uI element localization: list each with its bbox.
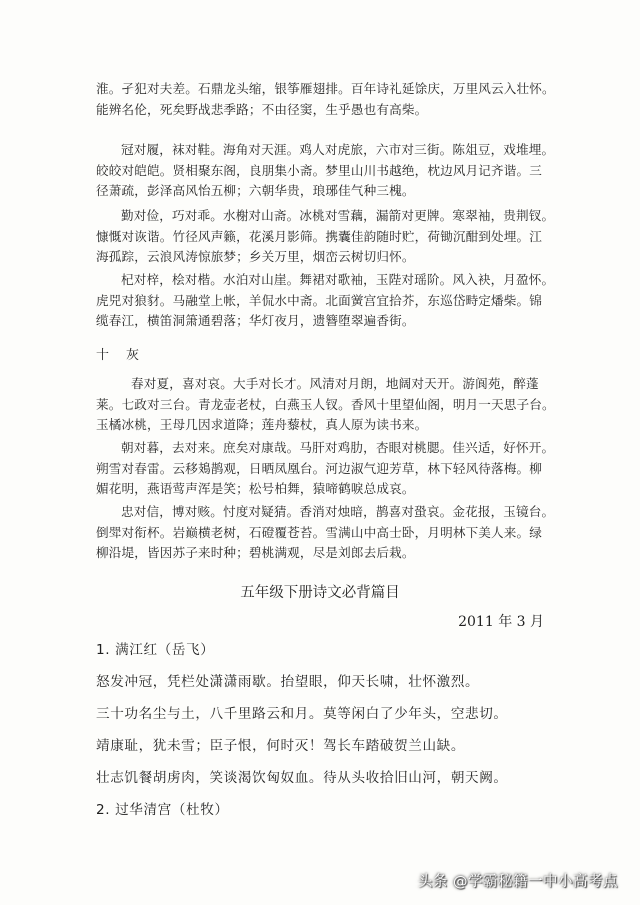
text-line: 玉橘冰桃，王母几因求道降；莲舟藜杖，真人原为读书来。 [96,417,428,432]
text-line: 能辨名伦，死矣野战悲季路；不由径窦，生乎愚也有高柴。 [96,101,428,117]
text-line: 缆春江，横笛洞箫通碧落；华灯夜月，遗簪堕翠遍香街。 [96,313,415,328]
text-line: 勤对俭，巧对乖。水榭对山斋。冰桃对雪藕，漏箭对更牌。寒翠袖，贵荆钗。 [121,208,555,223]
poem-line: 三十功名尘与土，八千里路云和月。莫等闲白了少年头，空悲切。 [96,706,508,722]
text-line: 皎皎对皑皑。贤相聚东阁，良朋集小斋。梦里山川书越绝，枕边风月记齐谐。三 [96,162,543,178]
date-label: 2011 年 3 月 [458,614,544,630]
text-line: 柳沿堤，皆因苏子来时种；碧桃满观，尽是刘郎去后栽。 [96,545,415,560]
paragraph-guan-dui-lv [96,140,556,202]
text-line: 杞对梓，桧对楷。水泊对山崖。舞裙对歌袖，玉陛对瑶阶。风入袂，月盈怀。 [121,272,555,287]
text-line: 径萧疏，彭泽高风怡五柳；六朝华贵，琅琊佳气种三槐。 [96,183,415,198]
text-line: 淮。孑犯对夫差。石鼎龙头缩，银筝雁翅排。百年诗礼延馀庆，万里风云入壮怀。 [96,81,555,96]
text-line: 媚花明，燕语莺声浑是笑；松号柏舞，猿啼鹤唳总成哀。 [96,481,415,496]
text-line: 慷慨对诙谐。竹径风声籁，花溪月影筛。携囊佳韵随时贮，荷锄沉酣到处埋。江 [96,228,543,244]
text-line: 朝对暮，去对来。庶矣对康哉。马肝对鸡肋，杏眼对桃腮。佳兴适，好怀开。 [121,440,555,455]
poem-heading: 2. 过华清宫（杜牧） [96,802,229,818]
poem-list [96,634,566,826]
paragraph-chun-dui-xia [96,374,556,436]
poem-line: 怒发冲冠，凭栏处潇潇雨歇。抬望眼，仰天长啸，壮怀激烈。 [96,674,480,690]
poem-line: 靖康耻，犹未雪；臣子恨，何时灭！驾长车踏破贺兰山缺。 [96,738,466,754]
text-line: 春对夏，喜对哀。大手对长才。风清对月朗，地阔对天开。游阆苑，醉蓬 [131,376,539,391]
paragraph-zhong-dui-xin [96,502,556,564]
section-heading-shi-hui: 十 灰 [96,348,142,363]
paragraph-qin-dui-jian [96,206,556,268]
page-title: 五年级下册诗文必背篇目 [240,585,400,601]
text-line: 虎兕对狼豺。马融堂上帐，羊侃水中斋。北面黉宫宜拾芥，东巡岱畤定燔柴。锦 [96,292,543,308]
text-line: 倒斝对衔杯。岩巅横老树，石磴覆苍苔。雪满山中高士卧，月明林下美人来。绿 [96,524,543,540]
paragraph-zhao-dui-mu [96,438,556,500]
poem-heading: 1. 满江红（岳飞） [96,642,215,658]
text-line: 忠对信，博对赅。忖度对疑猜。香消对烛暗，鹊喜对蛩哀。金花报，玉镜台。 [121,504,555,519]
text-line: 冠对履，袜对鞋。海角对天涯。鸡人对虎旅，六市对三街。陈俎豆，戏堆埋。 [121,142,555,157]
text-line: 海孤踪，云浪风涛惊旅梦；乡关万里，烟峦云树切归怀。 [96,249,415,264]
paragraph-jia-continued [96,79,556,120]
text-line: 莱。七政对三台。青龙壶老杖，白燕玉人钗。香风十里望仙阁，明月一天思子台。 [96,396,555,412]
poem-line: 壮志饥餐胡虏肉，笑谈渴饮匈奴血。待从头收拾旧山河，朝天阙。 [96,770,508,786]
watermark: 头条 @学霸秘籍一中小高考点 [417,874,618,890]
text-line: 朔雪对春雷。云移鳷鹊观，日晒凤凰台。河边淑气迎芳草，林下轻风待落梅。柳 [96,460,543,476]
paragraph-qi-dui-zi [96,270,556,332]
